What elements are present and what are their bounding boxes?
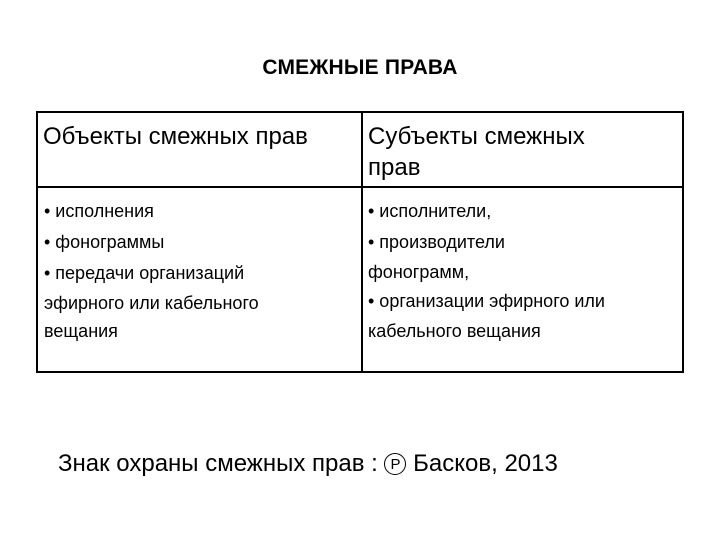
list-item-text: • передачи организаций	[44, 263, 245, 283]
rights-table	[36, 111, 684, 373]
footer-source: Басков, 2013	[406, 450, 558, 477]
list-item-continuation: эфирного или кабельного	[44, 293, 259, 313]
list-item-continuation: фонограмм,	[368, 262, 470, 282]
slide-title: СМЕЖНЫЕ ПРАВА	[262, 56, 458, 79]
list-item-continuation: кабельного вещания	[368, 321, 541, 341]
list-item	[44, 258, 356, 345]
header-objects: Объекты смежных прав	[43, 123, 308, 150]
list-item-continuation: вещания	[44, 321, 118, 341]
column-divider	[361, 113, 363, 371]
list-item	[368, 286, 680, 345]
header-subjects-line1: Субъекты смежных	[368, 123, 585, 150]
header-subjects	[368, 121, 678, 183]
list-item	[368, 227, 680, 286]
list-item: • исполнения	[44, 201, 154, 221]
table-header-row	[38, 113, 682, 188]
list-item: • исполнители,	[368, 201, 492, 221]
list-item-text: • производители	[368, 232, 505, 252]
footer-note	[58, 450, 558, 478]
subjects-cell	[368, 196, 680, 345]
footer-text: Знак охраны смежных прав :	[58, 450, 385, 477]
header-subjects-line2: прав	[368, 154, 421, 181]
phonogram-copyright-icon: P	[384, 453, 406, 475]
objects-cell	[44, 196, 356, 345]
list-item-text: • организации эфирного или	[368, 291, 605, 311]
list-item: • фонограммы	[44, 232, 165, 252]
